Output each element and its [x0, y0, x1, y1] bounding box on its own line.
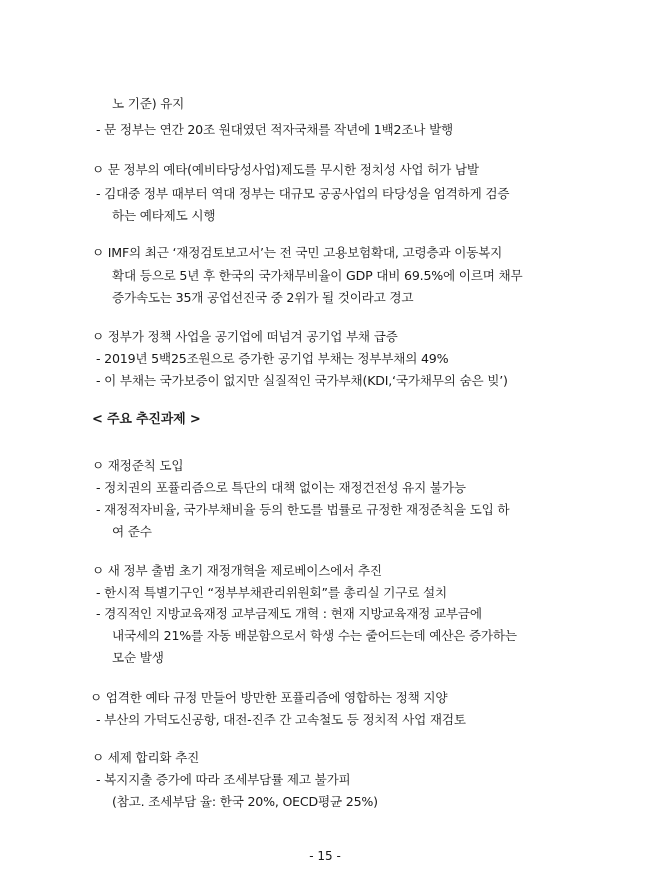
text-line: ㅇ 엄격한 예타 규정 만들어 방만한 포퓰리즘에 영합하는 정책 지양	[90, 690, 448, 705]
text-line: ㅇ 정부가 정책 사업을 공기업에 떠넘겨 공기업 부채 급증	[92, 329, 398, 344]
text-line: - 김대중 정부 때부터 역대 정부는 대규모 공공사업의 타당성을 엄격하게 검증	[96, 186, 510, 201]
text-line: - 한시적 특별기구인 “정부부채관리위원회”를 총리실 기구로 설치	[96, 585, 447, 600]
text-line: 노 기준) 유지	[112, 96, 185, 111]
text-line: - 2019년 5백25조원으로 증가한 공기업 부채는 정부부채의 49%	[96, 351, 449, 366]
text-line: - 정치권의 포퓰리즘으로 특단의 대책 없이는 재정건전성 유지 불가능	[96, 480, 466, 495]
text-line: ㅇ 문 정부의 예타(예비타당성사업)제도를 무시한 정치성 사업 허가 남발	[92, 162, 479, 177]
text-line: 여 준수	[112, 524, 152, 539]
text-line: - 이 부채는 국가보증이 없지만 실질적인 국가부채(KDI,‘국가채무의 숨은 빚’)	[96, 373, 508, 388]
section-heading: < 주요 추진과제 >	[92, 412, 201, 427]
text-line: 확대 등으로 5년 후 한국의 국가채무비율이 GDP 대비 69.5%에 이르며 채무	[112, 268, 523, 283]
text-line: 모순 발생	[112, 650, 164, 665]
text-line: - 문 정부는 연간 20조 원대였던 적자국채를 작년에 1백2조나 발행	[96, 122, 453, 137]
text-line: ㅇ 새 정부 출범 초기 재정개혁을 제로베이스에서 추진	[92, 563, 382, 578]
text-line: 하는 예타제도 시행	[112, 208, 216, 223]
text-line: (참고. 조세부담 율: 한국 20%, OECD평균 25%)	[112, 794, 378, 809]
text-line: - 경직적인 지방교육재정 교부금제도 개혁 : 현재 지방교육재정 교부금에	[96, 606, 482, 621]
text-line: 증가속도는 35개 공업선진국 중 2위가 될 것이라고 경고	[112, 290, 414, 305]
page-number: - 15 -	[309, 849, 341, 863]
text-line: - 복지지출 증가에 따라 조세부담률 제고 불가피	[96, 772, 351, 787]
text-line: 내국세의 21%를 자동 배분함으로서 학생 수는 줄어드는데 예산은 증가하는	[112, 628, 517, 643]
text-line: - 재정적자비율, 국가부채비율 등의 한도를 법률로 규정한 재정준칙을 도입 하	[96, 502, 510, 517]
text-line: ㅇ 재정준칙 도입	[92, 458, 184, 473]
text-line: - 부산의 가덕도신공항, 대전-진주 간 고속철도 등 정치적 사업 재검토	[96, 712, 466, 727]
text-line: ㅇ IMF의 최근 ‘재정검토보고서’는 전 국민 고용보험확대, 고령층과 이동복지	[92, 245, 503, 260]
text-line: ㅇ 세제 합리화 추진	[92, 750, 200, 765]
